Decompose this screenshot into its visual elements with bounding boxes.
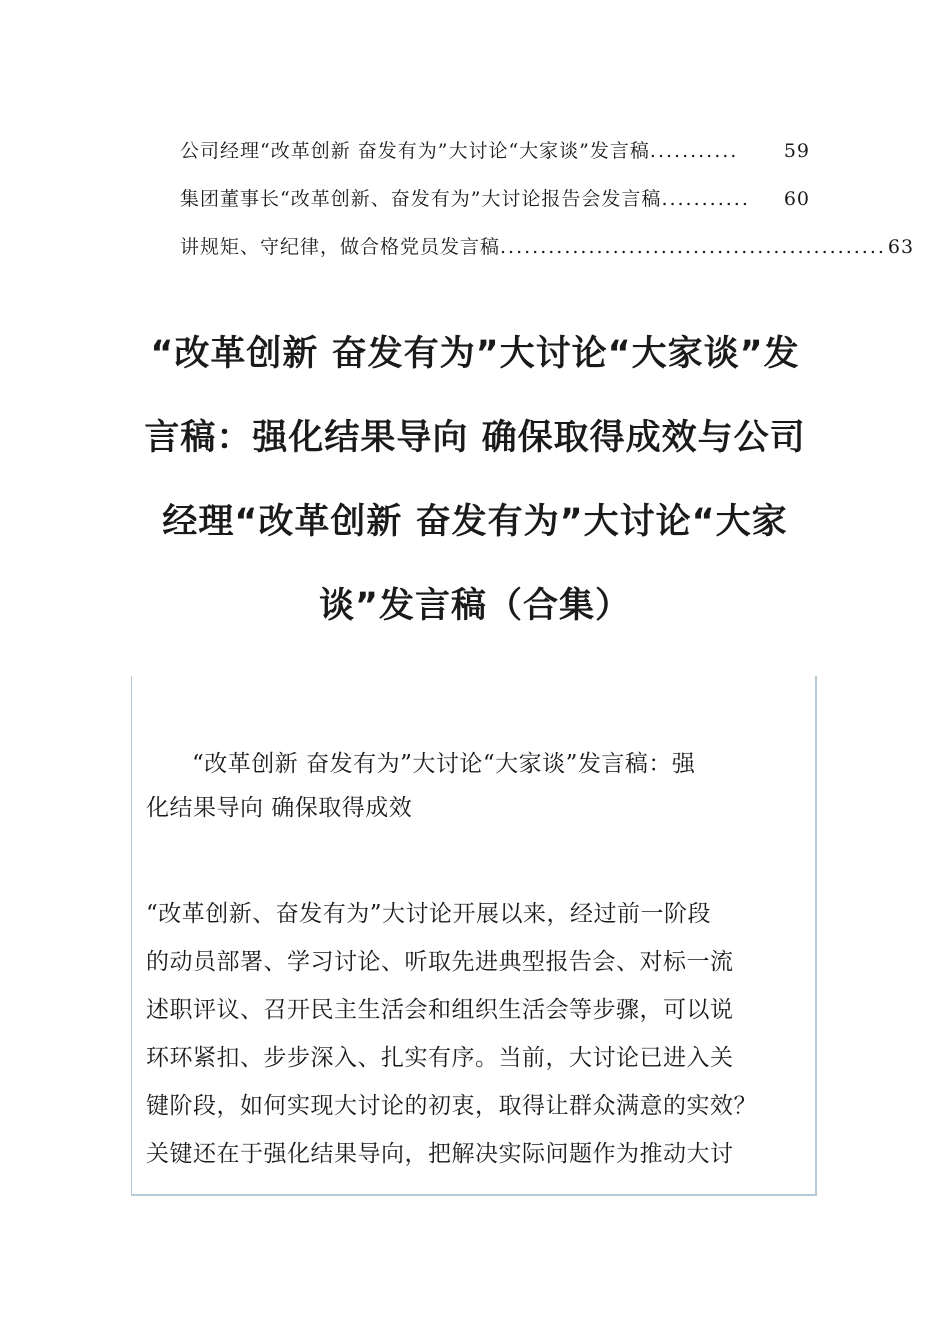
toc-leader-dots: ........... bbox=[661, 188, 750, 210]
body-line: 述职评议、召开民主生活会和组织生活会等步骤，可以说 bbox=[146, 997, 734, 1023]
toc-entry[interactable] bbox=[180, 136, 810, 184]
body-line: 关键还在于强化结果导向，把解决实际问题作为推动大讨 bbox=[146, 1141, 734, 1167]
table-of-contents bbox=[180, 136, 915, 280]
toc-page-number: 60 bbox=[783, 188, 810, 210]
toc-entry[interactable] bbox=[180, 232, 915, 280]
body-line: 键阶段，如何实现大讨论的初衷，取得让群众满意的实效？ bbox=[146, 1093, 757, 1119]
title-line: 经理“改革创新 奋发有为”大讨论“大家 bbox=[162, 502, 788, 542]
article-heading bbox=[146, 742, 806, 830]
heading-line: 化结果导向 确保取得成效 bbox=[146, 795, 413, 821]
article-frame bbox=[131, 676, 817, 1196]
toc-entry-title: 公司经理“改革创新 奋发有为”大讨论“大家谈”发言稿 bbox=[180, 140, 650, 162]
title-line: 谈”发言稿（合集） bbox=[318, 586, 631, 626]
toc-leader-dots: ........... bbox=[649, 140, 739, 162]
toc-page-number: 59 bbox=[783, 140, 810, 162]
body-line: 环环紧扣、步步深入、扎实有序。当前，大讨论已进入关 bbox=[146, 1045, 734, 1071]
toc-leader-dots: ................................................ bbox=[500, 236, 886, 258]
body-line: 的动员部署、学习讨论、听取先进典型报告会、对标一流 bbox=[146, 949, 734, 975]
title-line: “改革创新 奋发有为”大讨论“大家谈”发 bbox=[150, 334, 800, 374]
heading-line: “改革创新 奋发有为”大讨论“大家谈”发言稿：强 bbox=[192, 751, 696, 777]
toc-page-number: 63 bbox=[887, 236, 915, 258]
toc-entry-title: 集团董事长“改革创新、奋发有为”大讨论报告会发言稿 bbox=[180, 188, 662, 210]
toc-entry[interactable] bbox=[180, 184, 810, 232]
title-line: 言稿：强化结果导向 确保取得成效与公司 bbox=[144, 418, 806, 458]
body-line: “改革创新、奋发有为”大讨论开展以来，经过前一阶段 bbox=[146, 901, 712, 927]
document-title bbox=[120, 312, 830, 648]
toc-entry-title: 讲规矩、守纪律，做合格党员发言稿 bbox=[180, 236, 501, 258]
article-body bbox=[146, 890, 806, 1178]
